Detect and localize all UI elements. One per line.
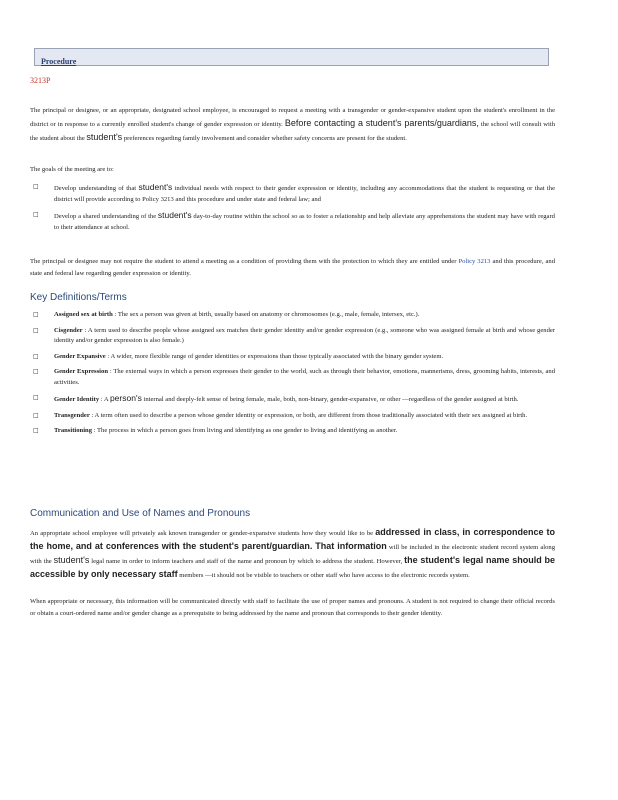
checkbox-bullet-icon: □ bbox=[33, 311, 39, 318]
list-item: □ Develop a shared understanding of the student's day-to-day routine within the school so as to foster a relationship and help alleviate any apprehensions the student may have with regard to their attendance at school. bbox=[33, 210, 555, 231]
header-title: Procedure bbox=[41, 57, 77, 66]
checkbox-bullet-icon: □ bbox=[33, 352, 39, 360]
intro-paragraph: The principal or designee, or an appropriate, designated school employee, is encouraged to request a meeting with a transgender or gender-expansive student upon the student's enrollment in the district or in response to a currently enrolled student's change of gender expression or identity. Before contacting a student's parents/guardians, the school will consult with the student about the student's preferences regarding family involvement and consider whether safety concerns are present for the student. bbox=[30, 107, 555, 142]
list-item: □ Gender Expression : The external ways in which a person expresses their gender to the world, such as through their behavior, emotions, mannerisms, dress, grooming habits, interests, and activities. bbox=[33, 368, 556, 386]
names-pronouns-heading: Communication and Use of Names and Pronouns bbox=[30, 508, 251, 519]
definitions-heading: Key Definitions/Terms bbox=[30, 292, 127, 303]
condition-paragraph: The principal or designee may not require the student to attend a meeting as a condition of providing them with the protection to which they are entitled under Policy 3213 and this procedure, and state and federal law regarding gender expression or identity. bbox=[30, 258, 556, 277]
checkbox-bullet-icon: □ bbox=[33, 326, 39, 334]
list-item: □ Transgender : A term often used to describe a person whose gender identity or expression, or both, are different from those traditionally associated with their sex assigned at birth. bbox=[30, 411, 555, 422]
checkbox-bullet-icon: □ bbox=[33, 211, 39, 218]
goals-list bbox=[30, 182, 555, 238]
checkbox-bullet-icon: □ bbox=[33, 394, 39, 401]
communicated-paragraph: When appropriate or necessary, this information will be communicated directly with staff to facilitate the use of proper names and pronouns. A student is not required to change their official records or obtain a court-ordered name and/or gender change as a prerequisite to being addressed by the name and pronoun that corresponds to their gender identity. bbox=[30, 598, 555, 617]
names-paragraph: An appropriate school employee will privately ask known transgender or gender-expansive students how they would like to be addressed in class, in correspondence to the home, and at conferences with the student's parent/guardian. That information will be included in the electronic student record system along with the student's legal name in order to inform teachers and staff of the name and pronoun by which to address the student. However, the student's legal name should be accessible by only necessary staff members —it should not be visible to teachers or other staff who have access to the electronic records system. bbox=[30, 527, 556, 579]
policy-link[interactable]: Policy 3213 bbox=[458, 258, 491, 265]
checkbox-bullet-icon: □ bbox=[33, 427, 39, 434]
procedure-header bbox=[34, 48, 549, 66]
list-item: □ Gender Identity : A person's internal and deeply-felt sense of being female, male, both, non-binary, gender-expansive, or other —regardless of the gender assigned at birth. bbox=[33, 393, 519, 403]
policy-code: 3213P bbox=[30, 76, 51, 85]
list-item: □ Gender Expansive : A wider, more flexible range of gender identities or expressions than those typically associated with the binary gender system. bbox=[30, 352, 555, 363]
checkbox-bullet-icon: □ bbox=[33, 368, 39, 375]
goals-intro: The goals of the meeting are to: bbox=[30, 166, 114, 173]
list-item: □ Transitioning : The process in which a person goes from living and identifying as one gender to living and identifying as another. bbox=[30, 426, 555, 437]
checkbox-bullet-icon: □ bbox=[33, 411, 39, 419]
list-item: □ Cisgender : A term used to describe people whose assigned sex matches their gender identity and/or gender expression (e.g., someone who was assigned female at birth and whose gender identity and/or gender expression is also female.) bbox=[33, 326, 555, 344]
list-item: □ Assigned sex at birth : The sex a person was given at birth, usually based on anatomy or chromosomes (e.g., male, female, intersex, etc.). bbox=[30, 310, 555, 321]
list-item: □ Develop understanding of that student's individual needs with respect to their gender expression or identity, including any accommodations that the student is requesting or that the district will provide according to Policy 3213 and this procedure and under state and federal law; and bbox=[33, 182, 555, 203]
definitions-list bbox=[30, 310, 555, 442]
checkbox-bullet-icon: □ bbox=[33, 183, 39, 190]
